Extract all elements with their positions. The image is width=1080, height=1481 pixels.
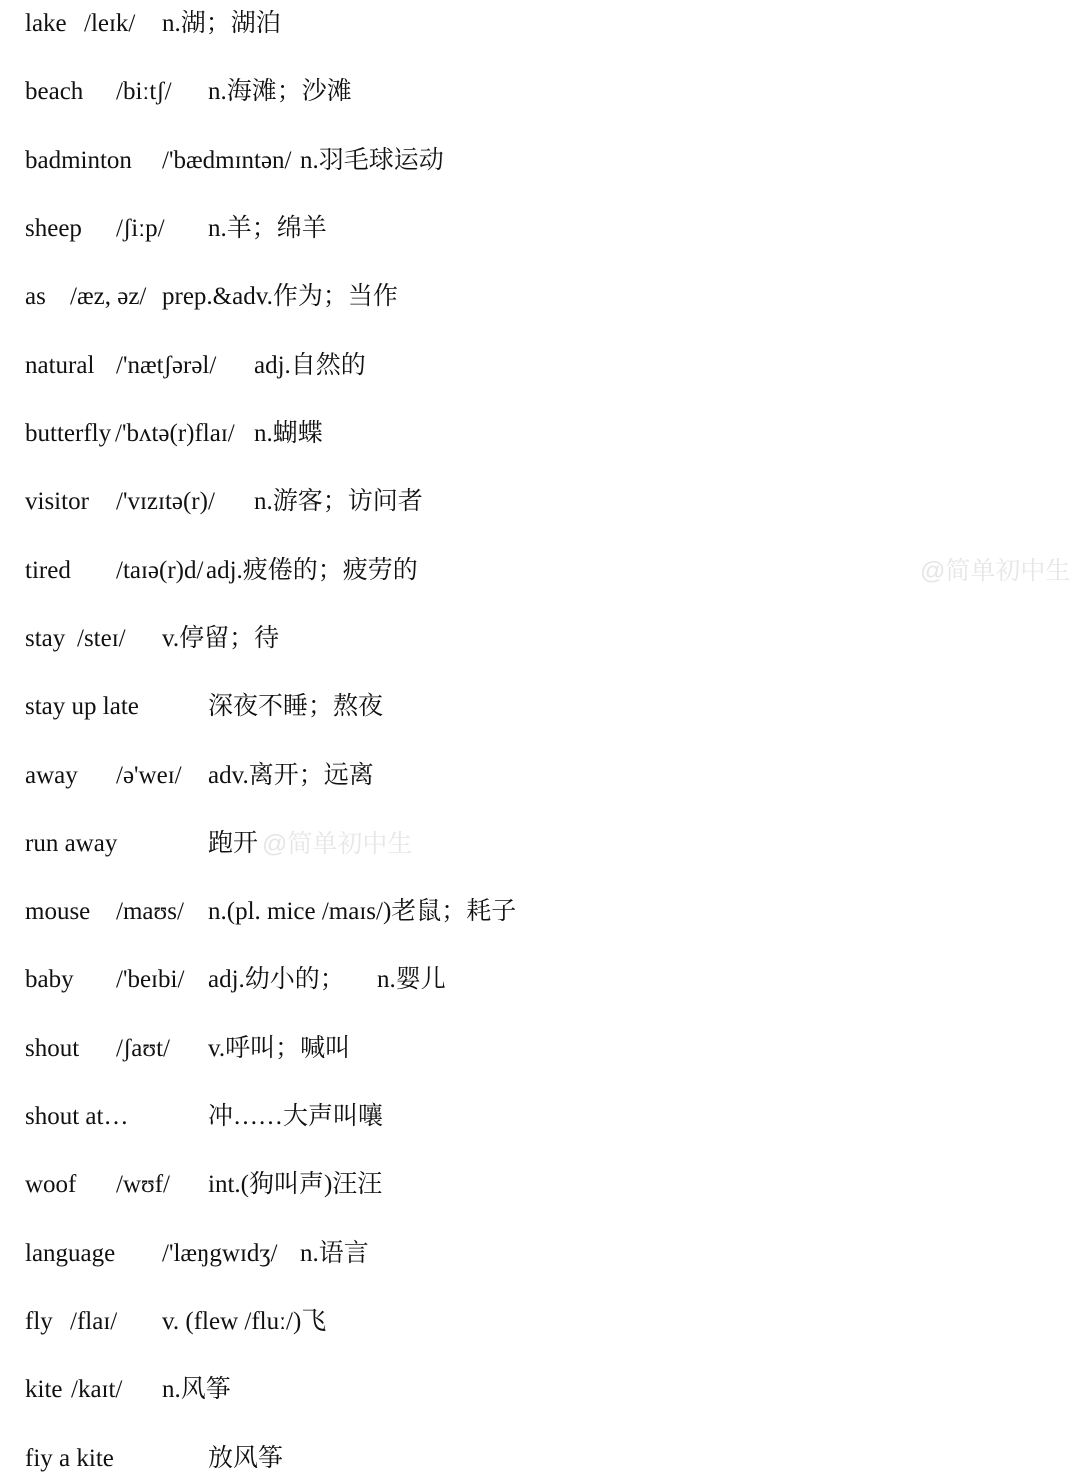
vocab-entry-natural <box>0 346 1080 386</box>
entry-definition: n.蝴蝶 <box>254 420 323 447</box>
entry-definition: v.呼叫；喊叫 <box>208 1035 351 1062</box>
entry-definition: adj.疲倦的；疲劳的 <box>206 557 418 584</box>
entry-definition: n.(pl. mice /maɪs/)老鼠；耗子 <box>208 898 517 925</box>
vocab-entry-badminton <box>0 141 1080 181</box>
vocab-entry-kite <box>0 1370 1080 1410</box>
entry-word: woof <box>25 1171 77 1198</box>
entry-definition: adj.自然的 <box>254 352 366 379</box>
entry-phonetic: /'bʌtə(r)flaɪ/ <box>115 420 235 447</box>
vocab-entry-beach <box>0 72 1080 112</box>
entry-definition: n.语言 <box>300 1240 369 1267</box>
entry-word: butterfly <box>25 420 112 447</box>
vocab-entry-shout-at <box>0 1097 1080 1137</box>
vocab-entry-fly <box>0 1302 1080 1342</box>
entry-phonetic: /kaɪt/ <box>71 1376 123 1403</box>
entry-phonetic: /wʊf/ <box>116 1171 170 1198</box>
entry-phonetic: /maʊs/ <box>116 898 184 925</box>
vocab-entry-fly-a-kite <box>0 1439 1080 1479</box>
entry-phonetic: /ʃaʊt/ <box>116 1035 170 1062</box>
entry-word: stay up late <box>25 693 139 720</box>
entry-definition: n.羊；绵羊 <box>208 215 327 242</box>
entry-phonetic: /taɪə(r)d/ <box>116 557 204 584</box>
entry-phonetic: /leɪk/ <box>84 10 136 37</box>
vocab-entry-stay-up-late <box>0 687 1080 727</box>
entry-word: kite <box>25 1376 63 1403</box>
vocab-entry-mouse <box>0 892 1080 932</box>
vocab-entry-shout <box>0 1029 1080 1069</box>
entry-word: fly <box>25 1308 53 1335</box>
entry-definition-secondary: n.婴儿 <box>377 966 446 993</box>
entry-definition: adv.离开；远离 <box>208 762 374 789</box>
vocab-entry-language <box>0 1234 1080 1274</box>
entry-word: sheep <box>25 215 82 242</box>
entry-word: run away <box>25 830 118 857</box>
entry-word: mouse <box>25 898 91 925</box>
entry-word: stay <box>25 625 66 652</box>
entry-definition: n.游客；访问者 <box>254 488 423 515</box>
entry-definition: n.海滩；沙滩 <box>208 78 352 105</box>
entry-word: visitor <box>25 488 89 515</box>
entry-word: tired <box>25 557 71 584</box>
entry-word: away <box>25 762 78 789</box>
entry-definition: 冲……大声叫嚷 <box>208 1103 384 1130</box>
entry-phonetic: /flaɪ/ <box>70 1308 118 1335</box>
entry-word: natural <box>25 352 95 379</box>
entry-word: fiy a kite <box>25 1445 114 1472</box>
entry-definition: int.(狗叫声)汪汪 <box>208 1171 383 1198</box>
entry-word: beach <box>25 78 84 105</box>
entry-phonetic: /'vɪzɪtə(r)/ <box>116 488 215 515</box>
vocab-entry-tired <box>0 551 1080 591</box>
vocab-entry-butterfly <box>0 414 1080 454</box>
entry-phonetic: /ʃiːp/ <box>116 215 165 242</box>
entry-definition: 放风筝 <box>208 1445 284 1472</box>
entry-phonetic: /ə'weɪ/ <box>116 762 182 789</box>
vocab-entry-baby <box>0 960 1080 1000</box>
entry-definition: adj.幼小的； <box>208 966 345 993</box>
vocab-entry-stay <box>0 619 1080 659</box>
entry-phonetic: /æz, əz/ <box>70 283 147 310</box>
watermark: @简单初中生 <box>262 830 413 858</box>
entry-definition: n.湖；湖泊 <box>162 10 281 37</box>
vocab-entry-sheep <box>0 209 1080 249</box>
entry-word: shout at… <box>25 1103 129 1130</box>
vocab-entry-away <box>0 756 1080 796</box>
entry-definition: n.羽毛球运动 <box>300 147 444 174</box>
entry-definition: n.风筝 <box>162 1376 231 1403</box>
entry-word: baby <box>25 966 74 993</box>
entry-phonetic: /'beɪbi/ <box>116 966 185 993</box>
entry-definition: 深夜不睡；熬夜 <box>208 693 384 720</box>
vocab-entry-as <box>0 277 1080 317</box>
entry-phonetic: /'læŋgwɪdʒ/ <box>162 1240 278 1267</box>
entry-phonetic: /steɪ/ <box>77 625 126 652</box>
entry-definition: prep.&adv.作为；当作 <box>162 283 398 310</box>
entry-word: language <box>25 1240 116 1267</box>
entry-word: as <box>25 283 46 310</box>
entry-definition: v.停留；待 <box>162 625 280 652</box>
entry-definition: 跑开 <box>208 830 259 857</box>
vocab-entry-woof <box>0 1165 1080 1205</box>
entry-phonetic: /biːtʃ/ <box>116 78 172 105</box>
entry-word: lake <box>25 10 67 37</box>
watermark: @简单初中生 <box>920 557 1071 585</box>
entry-definition: v. (flew /fluː/)飞 <box>162 1308 327 1335</box>
entry-word: shout <box>25 1035 80 1062</box>
entry-phonetic: /'bædmɪntən/ <box>162 147 292 174</box>
entry-word: badminton <box>25 147 132 174</box>
vocab-entry-lake <box>0 4 1080 44</box>
vocab-entry-run-away <box>0 824 1080 864</box>
entry-phonetic: /'nætʃərəl/ <box>116 352 217 379</box>
vocab-entry-visitor <box>0 482 1080 522</box>
